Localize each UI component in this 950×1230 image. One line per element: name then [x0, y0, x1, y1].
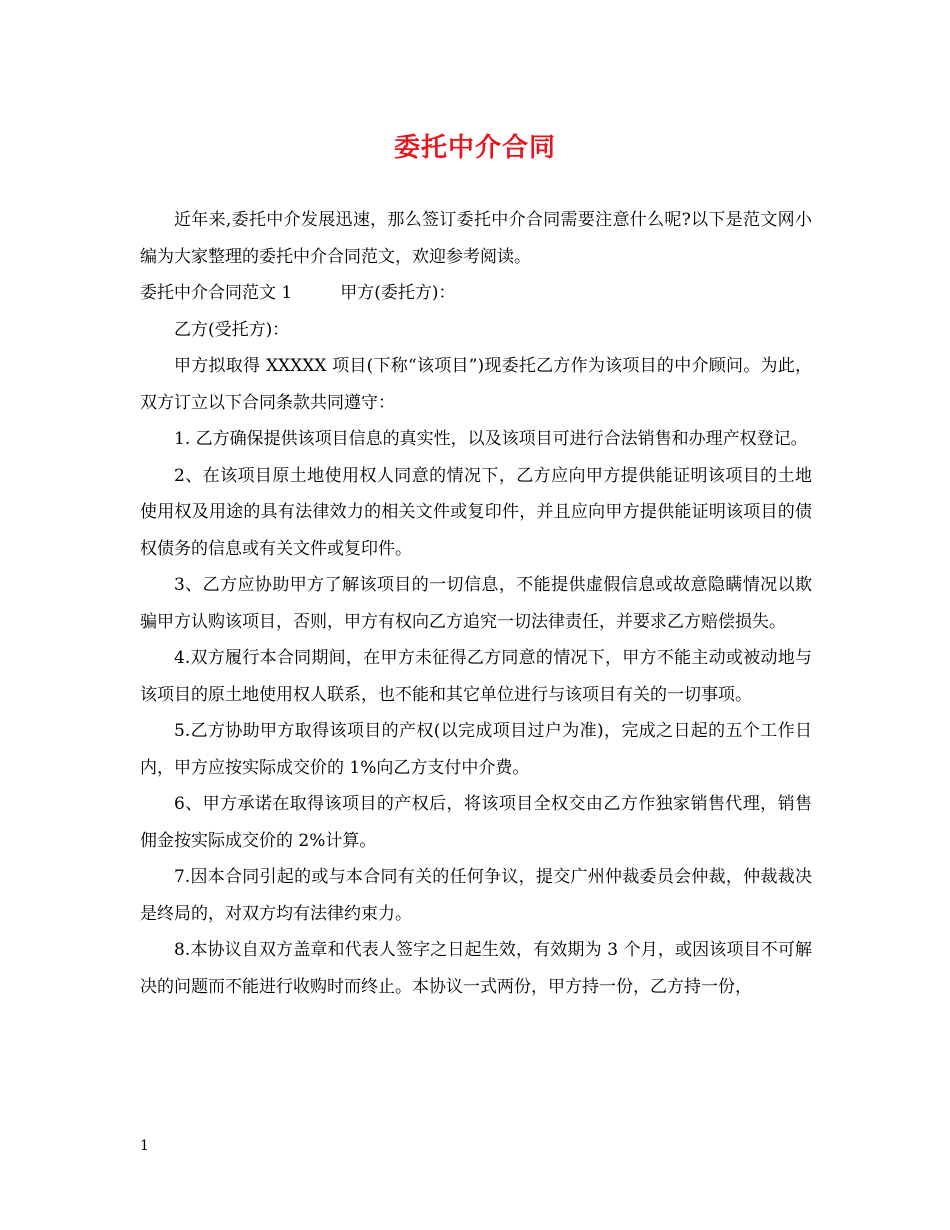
sample-heading: 委托中介合同范文 1	[140, 283, 293, 303]
intro-paragraph: 近年来,委托中介发展迅速，那么签订委托中介合同需要注意什么呢?以下是范文网小编为大家整理的委托中介合同范文，欢迎参考阅读。	[140, 210, 812, 267]
clause-6: 6、甲方承诺在取得该项目的产权后，将该项目全权交由乙方作独家销售代理，销售佣金按实际成交价的 2%计算。	[140, 794, 812, 851]
clause-2: 2、在该项目原土地使用权人同意的情况下，乙方应向甲方提供能证明该项目的土地使用权及用途的具有法律效力的相关文件或复印件，并且应向甲方提供能证明该项目的债权债务的信息或有关文件或复印件。	[140, 465, 812, 559]
clause-3: 3、乙方应协助甲方了解该项目的一切信息，不能提供虚假信息或故意隐瞒情况以欺骗甲方认购该项目，否则，甲方有权向乙方追究一切法律责任，并要求乙方赔偿损失。	[140, 575, 812, 632]
document-body	[140, 202, 812, 1005]
party-b-label: 乙方(受托方)：	[174, 319, 290, 340]
party-a-label: 甲方(委托方)：	[340, 283, 456, 303]
clause-7: 7.因本合同引起的或与本合同有关的任何争议，提交广州仲裁委员会仲裁，仲裁裁决是终局的，对双方均有法律约束力。	[140, 867, 812, 924]
clause-1: 1. 乙方确保提供该项目信息的真实性，以及该项目可进行合法销售和办理产权登记。	[174, 429, 808, 449]
document-title: 委托中介合同	[393, 133, 556, 163]
clause-8: 8.本协议自双方盖章和代表人签字之日起生效，有效期为 3 个月，或因该项目不可解决的问题而不能进行收购时而终止。本协议一式两份，甲方持一份，乙方持一份，	[140, 940, 812, 997]
clause-5: 5.乙方协助甲方取得该项目的产权(以完成项目过户为准)，完成之日起的五个工作日内，甲方应按实际成交价的 1%向乙方支付中介费。	[140, 721, 812, 778]
page-number: 1	[140, 1138, 149, 1154]
preamble-paragraph: 甲方拟取得 XXXXX 项目(下称“该项目”)现委托乙方作为该项目的中介顾问。为此，双方订立以下合同条款共同遵守：	[140, 356, 812, 413]
clause-4: 4.双方履行本合同期间，在甲方未征得乙方同意的情况下，甲方不能主动或被动地与该项目的原土地使用权人联系，也不能和其它单位进行与该项目有关的一切事项。	[140, 648, 812, 705]
sample-heading-line	[140, 275, 812, 312]
